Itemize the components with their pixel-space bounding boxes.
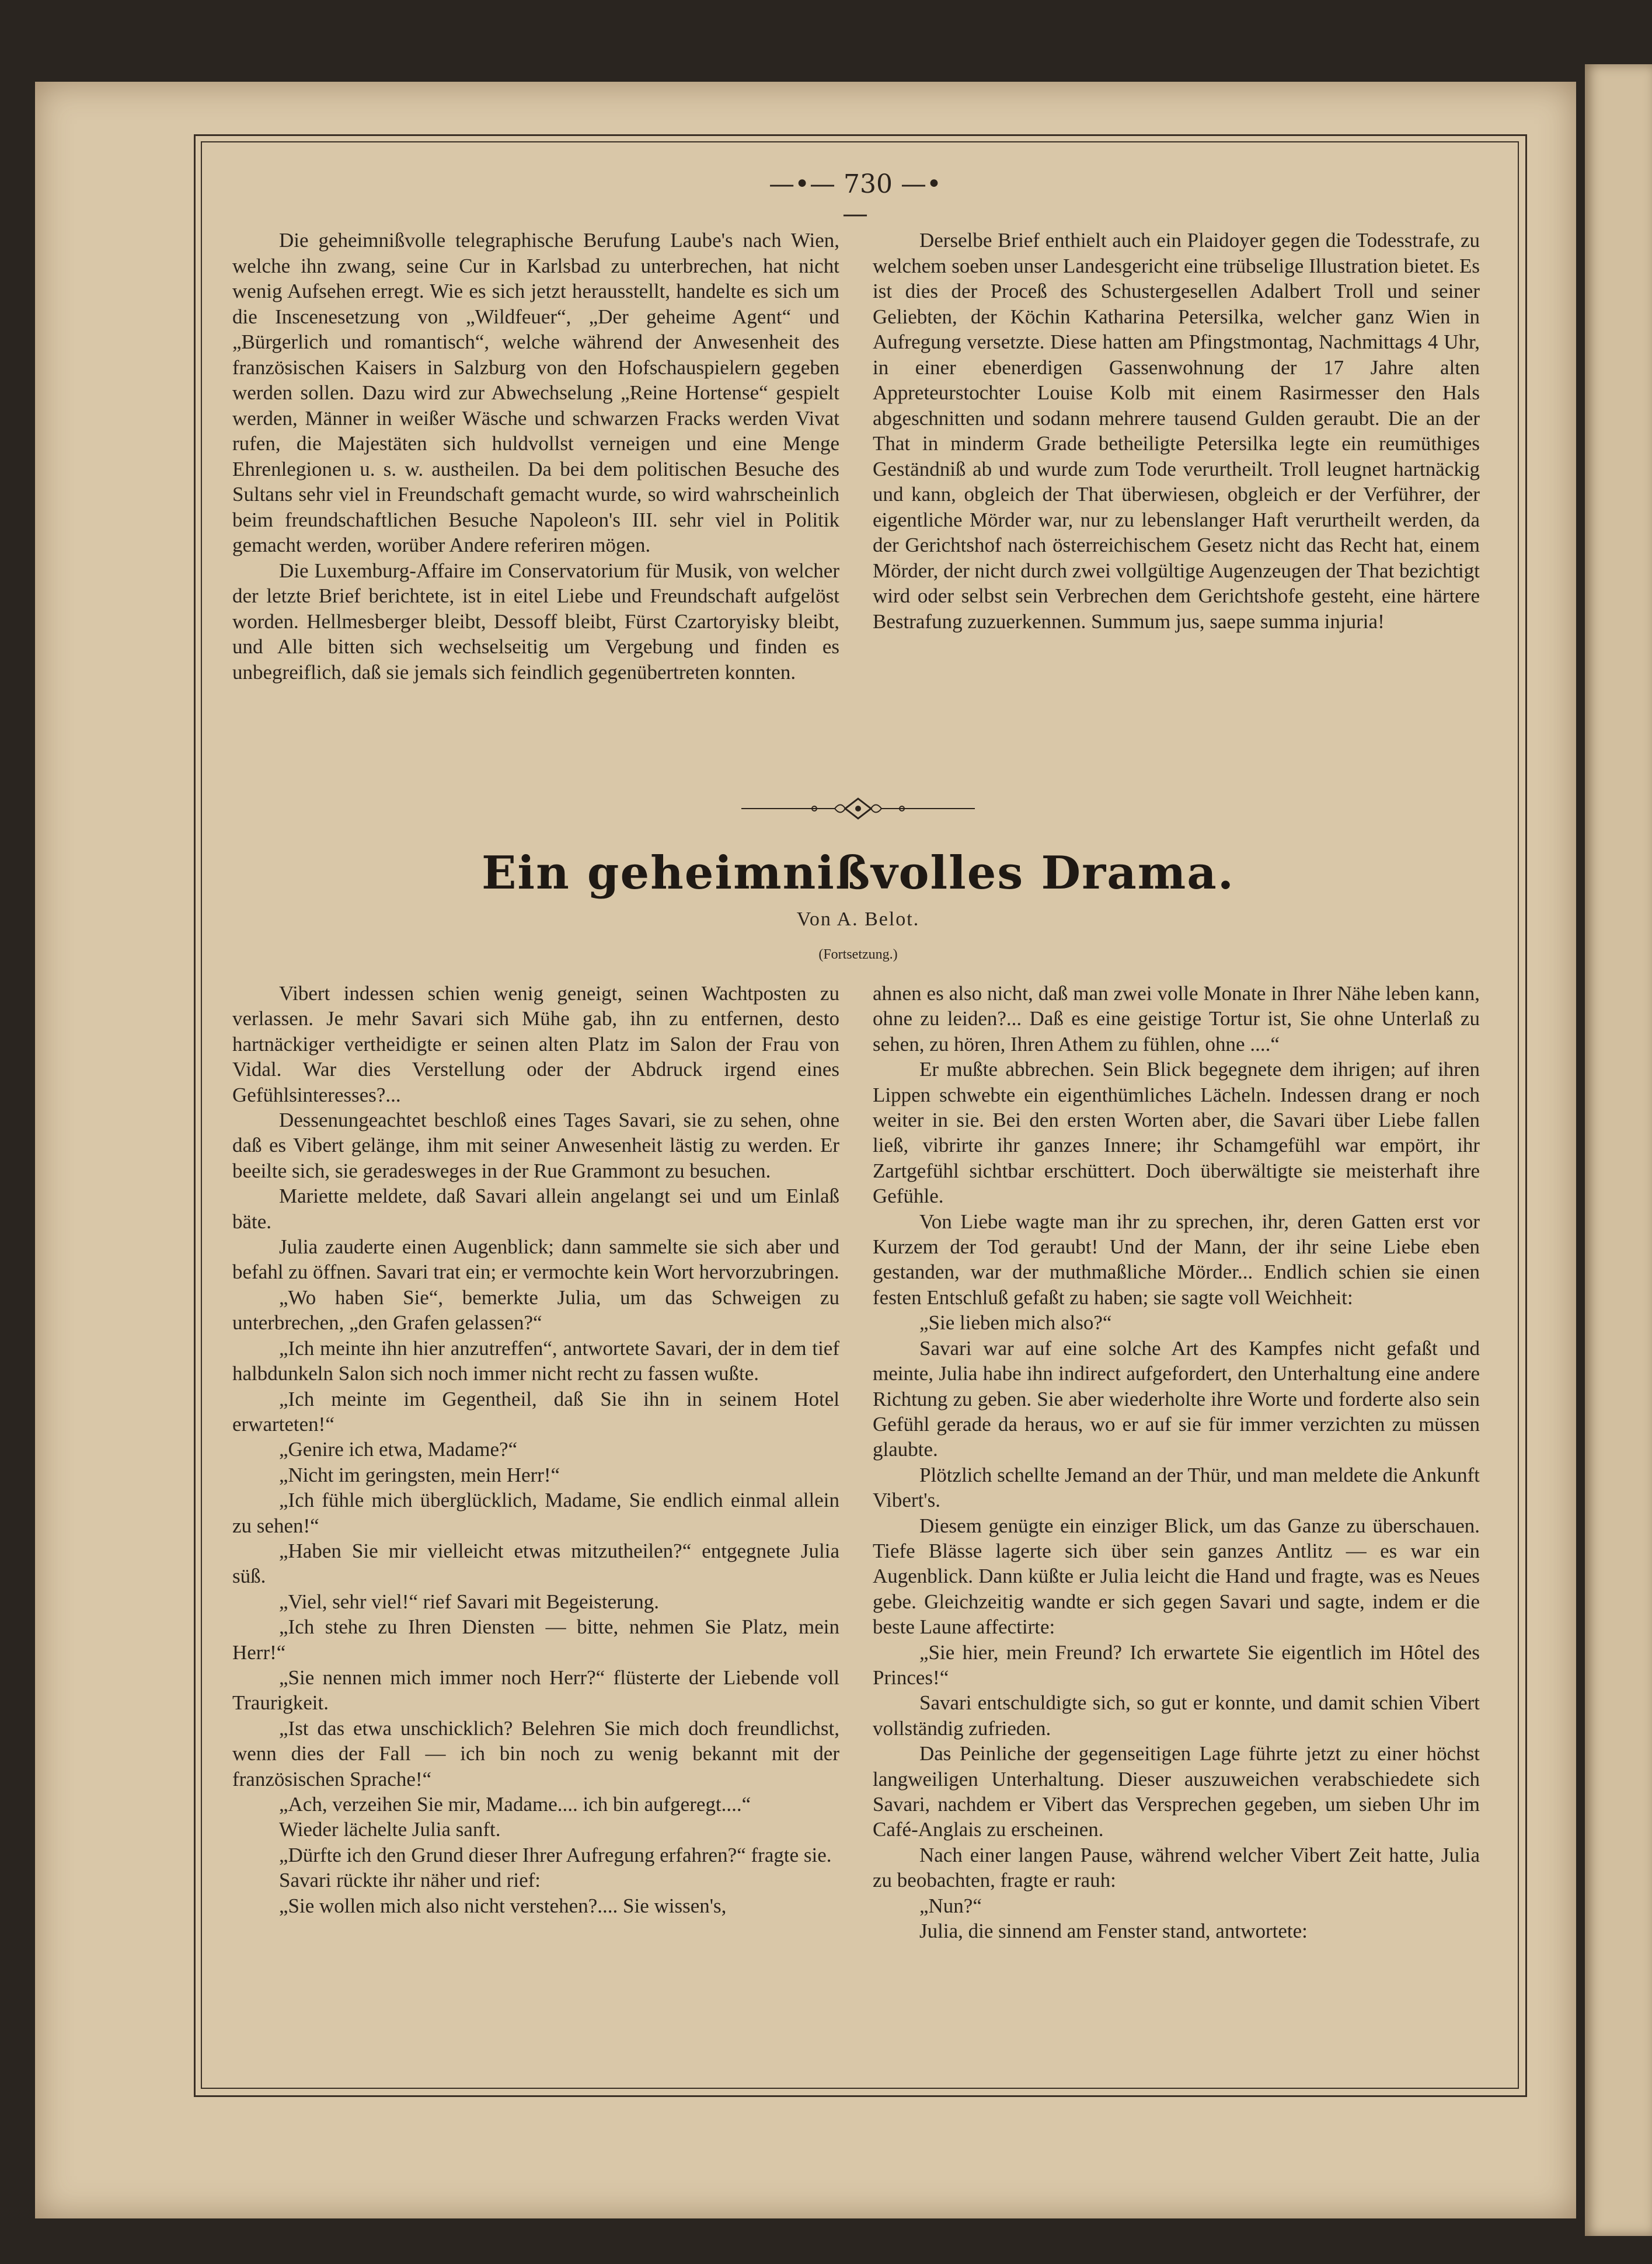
paragraph: „Sie hier, mein Freund? Ich erwartete Sie eigentlich im Hôtel des Princes!“ [873, 1640, 1480, 1689]
paragraph: Julia, die sinnend am Fenster stand, antwortete: [919, 1920, 1308, 1943]
paragraph: Savari war auf eine solche Art des Kampfes nicht gefaßt und meinte, Julia habe ihn indirect aufgefordert, den Unterhaltung eine andere Richtung zu geben. Sie aber wiederholte ihre Worte und forderte also sein Gefühl gerade da heraus, wo er auf sie für immer verzichten zu müssen glaubte. [873, 1336, 1480, 1461]
paragraph: Nach einer langen Pause, während welcher Vibert Zeit hatte, Julia zu beobachten, fragte er rauh: [873, 1843, 1480, 1892]
paragraph: Dessenungeachtet beschloß eines Tages Savari, sie zu sehen, ohne daß es Vibert gelänge, ihm mit seiner Anwesenheit lästig zu werden. Er beeilte sich, sie geradesweges in der Rue Grammont zu besuchen. [232, 1109, 839, 1182]
paragraph: Von Liebe wagte man ihr zu sprechen, ihr, deren Gatten erst vor Kurzem der Tod geraubt! Und der Mann, der ihr seine Liebe eben gestanden, war der muthmaßliche Mörder... Endlich schien sie einen festen Entschluß gefaßt zu haben; sie sagte voll Weichheit: [873, 1210, 1480, 1309]
paragraph: „Ist das etwa unschicklich? Belehren Sie mich doch freundlichst, wenn dies der Fall — ich bin noch zu wenig bekannt mit der französischen Sprache!“ [232, 1716, 839, 1791]
adjacent-page-edge [1585, 64, 1652, 2236]
paragraph: Das Peinliche der gegenseitigen Lage führte jetzt zu einer höchst langweiligen Unterhaltung. Dieser auszuweichen verabschiedete sich Savari, nachdem er Vibert das Versprechen gegeben, um sieben Uhr im Café-Anglais zu erscheinen. [873, 1742, 1480, 1841]
paragraph: „Wo haben Sie“, bemerkte Julia, um das Schweigen zu unterbrechen, „den Grafen gelassen?“ [232, 1286, 839, 1335]
column-top-left [232, 228, 839, 685]
paragraph: Plötzlich schellte Jemand an der Thür, und man meldete die Ankunft Vibert's. [873, 1463, 1480, 1512]
paragraph: Mariette meldete, daß Savari allein angelangt sei und um Einlaß bäte. [232, 1185, 839, 1233]
paragraph: Savari entschuldigte sich, so gut er konnte, und damit schien Vibert vollständig zufrieden. [873, 1691, 1480, 1740]
paragraph: „Nun?“ [919, 1894, 982, 1917]
column-top-right [873, 228, 1480, 634]
paragraph: Diesem genügte ein einziger Blick, um das Ganze zu überschauen. Tiefe Blässe lagerte sich über sein ganzes Antlitz — es war ein Augenblick. Dann küßte er Julia leicht die Hand und fragte, was es Neues gebe. Gleichzeitig wandte er sich gegen Savari und sagte, indem er die beste Laune affectirte: [873, 1514, 1480, 1639]
paragraph: „Ich meinte ihn hier anzutreffen“, antwortete Savari, der in dem tief halbdunkeln Salon sich noch immer nicht recht zu fassen wußte. [232, 1336, 839, 1385]
paragraph: „Genire ich etwa, Madame?“ [279, 1438, 518, 1461]
paragraph: „Sie wollen mich also nicht verstehen?.... Sie wissen's, [279, 1894, 727, 1917]
paragraph: Die geheimnißvolle telegraphische Berufung Laube's nach Wien, welche ihn zwang, seine Cur in Karlsbad zu unterbrechen, hat nicht wenig Aufsehen erregt. Wie es sich jetzt herausstellt, handelte es sich um die Inscenesetzung von „Wildfeuer“, „Der geheime Agent“ und „Bürgerlich und romantisch“, welche während der Anwesenheit des französischen Kaisers in Salzburg von den Hofschauspielern gegeben werden sollen. Dazu wird zur Abwechselung „Reine Hortense“ gespielt werden, Männer in weißer Wäsche und schwarzen Fracks werden Vivat rufen, die Majestäten sich huldvollst verneigen und eine Menge Ehrenlegionen u. s. w. austheilen. Da bei dem politischen Besuche des Sultans sehr viel in Freundschaft gemacht wurde, so wird wahrscheinlich beim freundschaftlichen Besuche Napoleon's III. sehr viel in Politik gemacht werden, worüber Andere referiren mögen. [232, 229, 839, 556]
paragraph: „Ich fühle mich überglücklich, Madame, Sie endlich einmal allein zu sehen!“ [232, 1489, 839, 1537]
paragraph: „Viel, sehr viel!“ rief Savari mit Begeisterung. [279, 1590, 660, 1613]
column-bottom-left [232, 981, 839, 1918]
paragraph: „Ich stehe zu Ihren Diensten — bitte, nehmen Sie Platz, mein Herr!“ [232, 1615, 839, 1664]
article-note: (Fortsetzung.) [818, 947, 898, 962]
section-divider-ornament [741, 794, 975, 823]
paragraph: „Ach, verzeihen Sie mir, Madame.... ich bin aufgeregt....“ [279, 1793, 751, 1816]
paragraph: Die Luxemburg-Affaire im Conservatorium für Musik, von welcher der letzte Brief berichtete, ist in eitel Liebe und Freundschaft aufgelöst worden. Hellmesberger bleibt, Dessoff bleibt, Fürst Czartoryisky bleibt, und Alle bitten sich wechselseitig um Vergebung und finden es unbegreiflich, daß sie jemals sich feindlich gegenübertreten konnten. [232, 559, 839, 684]
column-bottom-right [873, 981, 1480, 1943]
paragraph: „Sie nennen mich immer noch Herr?“ flüsterte der Liebende voll Traurigkeit. [232, 1666, 839, 1715]
paragraph: ahnen es also nicht, daß man zwei volle Monate in Ihrer Nähe leben kann, ohne zu leiden?... Daß es eine geistige Tortur ist, Sie ohne Unterlaß zu sehen, zu hören, Ihren Athem zu fühlen, ohne ....“ [873, 982, 1480, 1056]
paragraph: Wieder lächelte Julia sanft. [279, 1818, 501, 1841]
paragraph: Vibert indessen schien wenig geneigt, seinen Wachtposten zu verlassen. Je mehr Savari sich Mühe gab, ihn zu entfernen, desto hartnäckiger vertheidigte er seinen alten Platz im Salon der Frau von Vidal. War dies Verstellung oder der Abdruck irgend eines Gefühlsinteresses?... [232, 982, 839, 1106]
paragraph: „Ich meinte im Gegentheil, daß Sie ihn in seinem Hotel erwarteten!“ [232, 1387, 839, 1436]
page-number: —•— 730 —•— [769, 169, 942, 229]
article-author: Von A. Belot. [796, 908, 920, 930]
paragraph: „Sie lieben mich also?“ [919, 1311, 1112, 1335]
paragraph: „Dürfte ich den Grund dieser Ihrer Aufregung erfahren?“ fragte sie. [279, 1843, 832, 1866]
paragraph: Julia zauderte einen Augenblick; dann sammelte sie sich aber und befahl zu öffnen. Savari trat ein; er vermochte kein Wort hervorzubringen. [232, 1235, 839, 1284]
paragraph: „Haben Sie mir vielleicht etwas mitzutheilen?“ entgegnete Julia süß. [232, 1539, 839, 1588]
paragraph: Derselbe Brief enthielt auch ein Plaidoyer gegen die Todesstrafe, zu welchem soeben unser Landesgericht eine trübselige Illustration bietet. Es ist dies der Proceß des Schustergesellen Adalbert Troll und seiner Geliebten, der Köchin Katharina Petersilka, welcher ganz Wien in Aufregung versetzte. Diese hatten am Pfingstmontag, Nachmittags 4 Uhr, in einer ebenerdigen Gassenwohnung der 17 Jahre alten Appreteurstochter Louise Kolb mit einem Rasirmesser den Hals abgeschnitten und sodann mehrere tausend Gulden geraubt. Die an der That in minderm Grade betheiligte Petersilka legte ein reumüthiges Geständniß ab und wurde zum Tode verurtheilt. Troll leugnet hartnäckig und kann, obgleich der That überwiesen, obgleich er der Verführer, der eigentliche Mörder war, nur zu lebenslanger Haft verurtheilt werden, da der Gerichtshof nach österreichischem Gesetz nicht das Recht hat, einem Mörder, der nicht durch zwei vollgültige Augenzeugen der That bezichtigt wird oder selbst sein Verbrechen dem Gerichtshofe gesteht, eine härtere Bestrafung zuzuerkennen. Summum jus, saepe summa injuria! [873, 229, 1480, 633]
paragraph: „Nicht im geringsten, mein Herr!“ [279, 1463, 560, 1486]
paragraph: Er mußte abbrechen. Sein Blick begegnete dem ihrigen; auf ihren Lippen schwebte ein eigenthümliches Lächeln. Indessen drang er noch weiter in sie. Bei den ersten Worten aber, die Savari über Liebe fallen ließ, vibrirte ihr ganzes Innere; ihr Schamgefühl war empört, ihr Zartgefühl sichtbar erschüttert. Doch überwältigte sie meisterhaft ihre Gefühle. [873, 1058, 1480, 1208]
article-title: Ein geheimnißvolles Drama. [481, 847, 1235, 900]
paragraph: Savari rückte ihr näher und rief: [279, 1869, 541, 1892]
